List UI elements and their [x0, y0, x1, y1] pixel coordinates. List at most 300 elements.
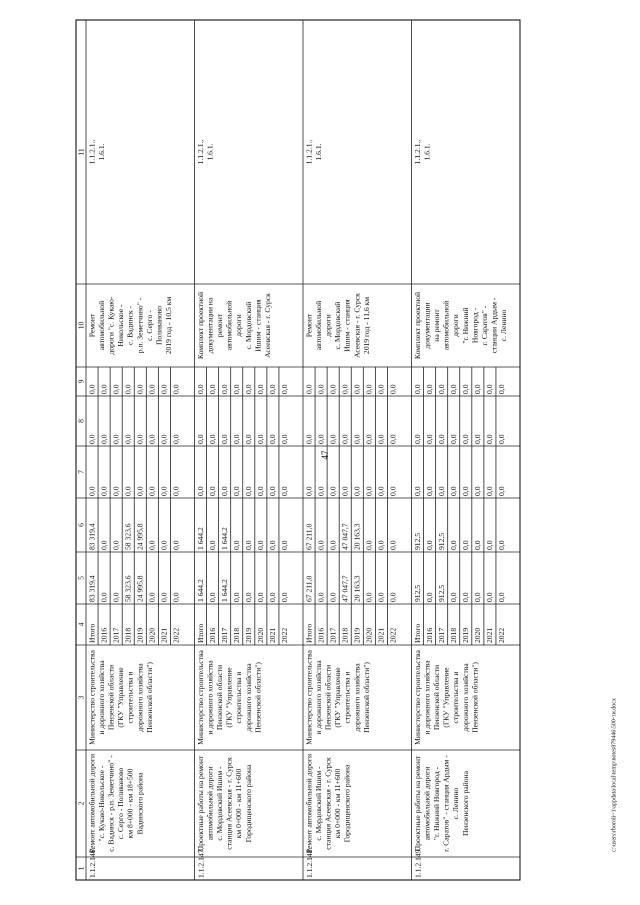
executor-line: (ГКУ "Управление — [333, 667, 343, 728]
value-cell: 0,0 — [171, 592, 181, 602]
year-label: Итого — [412, 623, 422, 643]
value-cell: 0,0 — [111, 540, 121, 550]
result-line: с. Мордовский — [333, 301, 343, 350]
value-cell: 0,0 — [364, 592, 374, 602]
value-cell: 0,0 — [328, 486, 338, 496]
event-name-line: Городищенского района — [243, 764, 253, 843]
value-cell: 0,0 — [256, 486, 266, 496]
row-number: 1.1.2.147. — [196, 847, 206, 878]
value-cell: 0,0 — [316, 486, 326, 496]
value-cell: 0,0 — [352, 384, 362, 394]
event-name-line: "г. Нижний Новгород - — [431, 766, 441, 841]
year-label: 2016 — [207, 627, 217, 643]
value-cell: 20 163,3 — [352, 523, 362, 550]
event-name-line: км 0+000 - км 11+600 — [333, 768, 343, 839]
value-cell: 0,0 — [171, 384, 181, 394]
result-line: с. Вадинск - — [125, 305, 135, 346]
result-line: документации — [422, 302, 432, 349]
value-cell: 0,0 — [340, 434, 350, 444]
result-line: с. Серго - — [144, 310, 154, 341]
value-cell: 0,0 — [219, 486, 229, 496]
value-cell: 0,0 — [376, 384, 386, 394]
year-label: Итого — [87, 623, 97, 643]
executor-line: Пензенской области — [106, 664, 116, 731]
indicator-line: 1.1.2.1., — [412, 139, 422, 165]
executor-line: Пензенской области") — [253, 662, 263, 733]
value-cell: 0,0 — [473, 540, 483, 550]
page-number: 47 — [320, 450, 331, 460]
value-cell: 0,0 — [195, 434, 205, 444]
value-cell: 0,0 — [99, 486, 109, 496]
year-label: 2022 — [171, 627, 181, 643]
result-line: Ишим - станция — [342, 299, 352, 352]
value-cell: 0,0 — [304, 384, 314, 394]
value-cell: 0,0 — [111, 434, 121, 444]
year-label: Итого — [195, 623, 205, 643]
value-cell: 0,0 — [256, 592, 266, 602]
value-cell: 24 995,8 — [135, 523, 145, 550]
value-cell: 0,0 — [497, 384, 507, 394]
value-cell: 0,0 — [244, 434, 254, 444]
indicator-line: 1.6.1. — [205, 143, 215, 161]
year-label: 2016 — [99, 627, 109, 643]
value-cell: 0,0 — [87, 486, 97, 496]
event-name-line: с. Ленино — [451, 787, 461, 820]
value-cell: 0,0 — [485, 434, 495, 444]
event-name-line: Вадинского района — [135, 772, 145, 835]
value-cell: 0,0 — [424, 592, 434, 602]
indicator-line: 1.1.2.1., — [87, 139, 97, 165]
value-cell: 0,0 — [461, 434, 471, 444]
value-cell: 47 047,7 — [340, 523, 350, 550]
year-label: 2017 — [328, 627, 338, 643]
result-line: дороги — [234, 314, 244, 337]
value-cell: 0,0 — [448, 384, 458, 394]
value-cell: 912,5 — [436, 584, 446, 602]
year-label: 2021 — [376, 627, 386, 643]
event-name-line: Ремонт автомобильной дороги — [87, 753, 97, 854]
value-cell: 0,0 — [280, 592, 290, 602]
value-cell: 0,0 — [436, 384, 446, 394]
value-cell: 0,0 — [123, 486, 133, 496]
value-cell: 0,0 — [461, 540, 471, 550]
executor-line: строительства и — [451, 671, 461, 724]
value-cell: 912,5 — [436, 532, 446, 550]
year-label: 2017 — [219, 627, 229, 643]
result-line: автомобильной — [313, 300, 323, 351]
value-cell: 0,0 — [99, 434, 109, 444]
value-cell: 0,0 — [171, 486, 181, 496]
value-cell: 0,0 — [171, 434, 181, 444]
result-line: Асеевская - г. Сурск — [262, 293, 272, 358]
executor-line: Пензенской области") — [144, 662, 154, 733]
value-cell: 0,0 — [111, 384, 121, 394]
result-line: Асеевская - г. Сурск — [352, 293, 362, 358]
executor-line: и дорожного хозяйства — [422, 660, 432, 735]
value-cell: 0,0 — [244, 384, 254, 394]
value-cell: 0,0 — [328, 592, 338, 602]
value-cell: 0,0 — [424, 384, 434, 394]
value-cell: 0,0 — [304, 486, 314, 496]
value-cell: 0,0 — [195, 384, 205, 394]
value-cell: 0,0 — [388, 540, 398, 550]
header-cell: 10 — [76, 321, 86, 330]
value-cell: 0,0 — [219, 384, 229, 394]
value-cell: 0,0 — [376, 486, 386, 496]
value-cell: 0,0 — [256, 540, 266, 550]
value-cell: 0,0 — [207, 592, 217, 602]
year-label: 2018 — [340, 627, 350, 643]
result-line: дороги — [323, 314, 333, 337]
year-label: 2020 — [256, 627, 266, 643]
value-cell: 0,0 — [316, 384, 326, 394]
header-cell: 7 — [76, 470, 86, 474]
value-cell: 0,0 — [99, 540, 109, 550]
value-cell: 0,0 — [231, 434, 241, 444]
value-cell: 0,0 — [448, 592, 458, 602]
year-label: 2019 — [244, 627, 254, 643]
result-line: станции Ардым - — [489, 297, 499, 354]
executor-line: Министерство строительства — [87, 650, 97, 745]
indicator-line: 1.1.2.1., — [195, 139, 205, 165]
year-label: 2018 — [448, 627, 458, 643]
value-cell: 0,0 — [412, 486, 422, 496]
value-cell: 0,0 — [461, 384, 471, 394]
result-line: р.п. Земетчино" - — [135, 297, 145, 354]
value-cell: 0,0 — [231, 540, 241, 550]
executor-line: дорожного хозяйства — [460, 663, 470, 732]
footer-file-path: c:\users\rboroli~1\appdata\local\temp\notes879446\500-ти.docx — [611, 698, 618, 852]
value-cell: 0,0 — [147, 540, 157, 550]
value-cell: 0,0 — [135, 384, 145, 394]
value-cell: 0,0 — [244, 592, 254, 602]
executor-line: (ГКУ "Управление — [116, 667, 126, 728]
value-cell: 0,0 — [280, 486, 290, 496]
value-cell: 0,0 — [99, 592, 109, 602]
header-cell: 11 — [76, 148, 86, 156]
value-cell: 0,0 — [473, 434, 483, 444]
value-cell: 0,0 — [316, 540, 326, 550]
year-label: 2022 — [497, 627, 507, 643]
event-name-line: автомобильной дороги — [205, 766, 215, 841]
year-label: 2019 — [461, 627, 471, 643]
executor-line: строительства и — [234, 671, 244, 724]
value-cell: 0,0 — [99, 384, 109, 394]
value-cell: 0,0 — [159, 540, 169, 550]
value-cell: 0,0 — [147, 592, 157, 602]
value-cell: 58 323,6 — [123, 523, 133, 550]
value-cell: 0,0 — [256, 384, 266, 394]
value-cell: 1 644,2 — [195, 579, 205, 602]
event-name-line: с. Серго - Поливаново — [116, 767, 126, 840]
event-name-line: Ремонт автомобильной дороги — [304, 753, 314, 854]
value-cell: 0,0 — [231, 486, 241, 496]
event-name-line: Проектные работы на ремонт — [195, 755, 205, 852]
event-name-line: с. Мордовский Ишим - — [313, 766, 323, 841]
value-cell: 0,0 — [412, 434, 422, 444]
event-name-line: с. Мордовский Ишим - — [214, 766, 224, 841]
event-name-line: Пензенского района — [460, 771, 470, 836]
value-cell: 0,0 — [147, 486, 157, 496]
value-cell: 0,0 — [352, 434, 362, 444]
value-cell: 1 644,2 — [219, 579, 229, 602]
executor-line: дорожного хозяйства — [135, 663, 145, 732]
event-name-line: Проектные работы на ремонт — [412, 755, 422, 852]
value-cell: 0,0 — [364, 384, 374, 394]
result-line: на ремонт — [431, 309, 441, 342]
indicator-line: 1.6.1. — [422, 143, 432, 161]
value-cell: 0,0 — [376, 434, 386, 444]
event-name-line: "с. Кукаю-Никольское - — [96, 765, 106, 842]
value-cell: 912,5 — [412, 532, 422, 550]
year-label: 2017 — [111, 627, 121, 643]
value-cell: 0,0 — [280, 384, 290, 394]
executor-line: Министерство строительства — [412, 650, 422, 745]
executor-line: Пензенской области") — [470, 662, 480, 733]
value-cell: 47 047,7 — [340, 575, 350, 602]
value-cell: 0,0 — [147, 434, 157, 444]
value-cell: 0,0 — [135, 486, 145, 496]
event-name-line: г. Саратов" - станция Ардым - — [441, 755, 451, 852]
value-cell: 0,0 — [376, 540, 386, 550]
value-cell: 0,0 — [364, 434, 374, 444]
value-cell: 0,0 — [473, 486, 483, 496]
value-cell: 0,0 — [219, 434, 229, 444]
value-cell: 0,0 — [159, 486, 169, 496]
result-line: с. Ленино — [499, 309, 509, 342]
executor-line: строительства и — [125, 671, 135, 724]
value-cell: 0,0 — [388, 384, 398, 394]
header-cell: 8 — [76, 419, 86, 423]
value-cell: 0,0 — [207, 434, 217, 444]
executor-line: (ГКУ "Управление — [441, 667, 451, 728]
value-cell: 0,0 — [388, 592, 398, 602]
value-cell: 0,0 — [231, 384, 241, 394]
year-label: 2018 — [231, 627, 241, 643]
value-cell: 0,0 — [340, 486, 350, 496]
executor-line: дорожного хозяйства — [243, 663, 253, 732]
value-cell: 0,0 — [364, 486, 374, 496]
result-line: Никольское - — [116, 304, 126, 347]
year-label: 2016 — [424, 627, 434, 643]
row-number: 1.1.2.148. — [304, 847, 314, 878]
result-line: документации на — [205, 297, 215, 354]
value-cell: 0,0 — [461, 592, 471, 602]
value-cell: 0,0 — [123, 434, 133, 444]
header-cell: 5 — [76, 576, 86, 580]
value-cell: 0,0 — [485, 592, 495, 602]
value-cell: 0,0 — [364, 540, 374, 550]
event-name-line: автомобильной дороги — [422, 766, 432, 841]
result-line: Ремонт — [304, 313, 314, 338]
value-cell: 0,0 — [485, 384, 495, 394]
value-cell: 0,0 — [412, 384, 422, 394]
value-cell: 0,0 — [497, 486, 507, 496]
result-line: ремонт — [214, 313, 224, 338]
result-line: дороги — [451, 314, 461, 337]
result-line: автомобильной — [224, 300, 234, 351]
value-cell: 0,0 — [244, 540, 254, 550]
value-cell: 0,0 — [448, 434, 458, 444]
result-line: дороги "с. Кукаю- — [106, 296, 116, 355]
value-cell: 0,0 — [424, 434, 434, 444]
header-cell: 4 — [76, 622, 86, 627]
executor-line: и дорожного хозяйства — [205, 660, 215, 735]
value-cell: 0,0 — [473, 384, 483, 394]
result-line: 2019 год - 10,5 км — [164, 296, 174, 355]
executor-line: строительства и — [342, 671, 352, 724]
value-cell: 0,0 — [436, 434, 446, 444]
value-cell: 83 319,4 — [87, 575, 97, 602]
event-name-line: с. Вадинск - р.п. Земетчино" - — [106, 755, 116, 852]
value-cell: 0,0 — [268, 592, 278, 602]
value-cell: 0,0 — [328, 384, 338, 394]
header-cell: 3 — [76, 695, 86, 700]
value-cell: 0,0 — [159, 434, 169, 444]
year-label: 2020 — [364, 627, 374, 643]
value-cell: 0,0 — [135, 434, 145, 444]
result-line: Ремонт — [87, 313, 97, 338]
value-cell: 0,0 — [424, 540, 434, 550]
executor-line: Пензенской области — [323, 664, 333, 731]
value-cell: 0,0 — [87, 434, 97, 444]
value-cell: 0,0 — [268, 486, 278, 496]
result-line: Комплект проектной — [195, 291, 205, 360]
result-line: Комплект проектной — [412, 291, 422, 360]
result-line: автомобильной — [441, 300, 451, 351]
value-cell: 0,0 — [231, 592, 241, 602]
executor-line: Министерство строительства — [304, 650, 314, 745]
value-cell: 0,0 — [207, 384, 217, 394]
value-cell: 0,0 — [159, 592, 169, 602]
value-cell: 1 644,2 — [195, 527, 205, 550]
result-line: "г. Нижний — [460, 307, 470, 344]
value-cell: 0,0 — [159, 384, 169, 394]
value-cell: 0,0 — [268, 540, 278, 550]
value-cell: 0,0 — [497, 434, 507, 444]
value-cell: 0,0 — [147, 384, 157, 394]
value-cell: 0,0 — [87, 384, 97, 394]
value-cell: 0,0 — [497, 592, 507, 602]
value-cell: 0,0 — [388, 486, 398, 496]
year-label: 2022 — [388, 627, 398, 643]
year-label: 2016 — [316, 627, 326, 643]
row-number: 1.1.2.146. — [87, 847, 97, 878]
result-line: автомобильной — [96, 300, 106, 351]
executor-line: и дорожного хозяйства — [96, 660, 106, 735]
year-label: Итого — [304, 623, 314, 643]
result-line: Новгород - — [470, 307, 480, 344]
year-label: 2018 — [123, 627, 133, 643]
header-cell: 6 — [76, 523, 86, 527]
value-cell: 0,0 — [207, 486, 217, 496]
year-label: 2021 — [485, 627, 495, 643]
event-name-line: км 0+000 - км 11+600 — [234, 768, 244, 839]
header-cell: 1 — [76, 866, 86, 871]
event-name-line: Городищенского района — [342, 764, 352, 843]
value-cell: 0,0 — [111, 486, 121, 496]
value-cell: 0,0 — [473, 592, 483, 602]
indicator-line: 1.1.2.1., — [304, 139, 314, 165]
value-cell: 67 211,0 — [304, 575, 314, 602]
value-cell: 0,0 — [340, 384, 350, 394]
value-cell: 0,0 — [304, 434, 314, 444]
value-cell: 0,0 — [485, 540, 495, 550]
header-cell: 9 — [76, 379, 86, 384]
value-cell: 0,0 — [123, 384, 133, 394]
result-line: Ишим - станция — [253, 299, 263, 352]
value-cell: 0,0 — [280, 434, 290, 444]
value-cell: 0,0 — [448, 540, 458, 550]
value-cell: 24 995,8 — [135, 575, 145, 602]
executor-line: Министерство строительства — [195, 650, 205, 745]
year-label: 2020 — [147, 627, 157, 643]
value-cell: 58 323,6 — [123, 575, 133, 602]
year-label: 2022 — [280, 627, 290, 643]
executor-line: (ГКУ "Управление — [224, 667, 234, 728]
header-cell: 2 — [76, 801, 86, 806]
result-line: с. Мордовский — [243, 301, 253, 350]
executor-line: Пензенской области") — [361, 662, 371, 733]
event-name-line: км 8+000 - км 18+500 — [125, 768, 135, 839]
executor-line: дорожного хозяйства — [352, 663, 362, 732]
row-number: 1.1.2.149. — [413, 847, 423, 878]
value-cell: 0,0 — [328, 540, 338, 550]
value-cell: 0,0 — [424, 486, 434, 496]
value-cell: 0,0 — [280, 540, 290, 550]
value-cell: 0,0 — [328, 434, 338, 444]
value-cell: 0,0 — [111, 592, 121, 602]
indicator-line: 1.6.1. — [313, 143, 323, 161]
value-cell: 0,0 — [448, 486, 458, 496]
value-cell: 67 211,0 — [304, 523, 314, 550]
table-frame — [76, 20, 520, 880]
value-cell: 1 644,2 — [219, 527, 229, 550]
year-label: 2020 — [473, 627, 483, 643]
indicator-line: 1.6.1. — [96, 143, 106, 161]
year-label: 2019 — [352, 627, 362, 643]
executor-line: и дорожного хозяйства — [313, 660, 323, 735]
value-cell: 0,0 — [461, 486, 471, 496]
value-cell: 912,5 — [412, 584, 422, 602]
value-cell: 0,0 — [256, 434, 266, 444]
year-label: 2021 — [268, 627, 278, 643]
value-cell: 83 319,4 — [87, 523, 97, 550]
event-name-line: станция Асеевская - г. Сурск — [224, 757, 234, 850]
year-label: 2021 — [159, 627, 169, 643]
result-line: Поливаново — [154, 305, 164, 346]
value-cell: 0,0 — [195, 486, 205, 496]
result-line: 2019 год - 11,6 км — [361, 296, 371, 355]
value-cell: 0,0 — [352, 486, 362, 496]
value-cell: 0,0 — [485, 486, 495, 496]
value-cell: 0,0 — [376, 592, 386, 602]
value-cell: 0,0 — [436, 486, 446, 496]
value-cell: 0,0 — [268, 434, 278, 444]
event-name-line: станция Асеевская - г. Сурск — [323, 757, 333, 850]
year-label: 2017 — [436, 627, 446, 643]
year-label: 2019 — [135, 627, 145, 643]
value-cell: 0,0 — [497, 540, 507, 550]
value-cell: 0,0 — [388, 434, 398, 444]
value-cell: 0,0 — [244, 486, 254, 496]
value-cell: 0,0 — [316, 592, 326, 602]
executor-line: Пензенской области — [431, 664, 441, 731]
value-cell: 0,0 — [207, 540, 217, 550]
value-cell: 20 163,3 — [352, 575, 362, 602]
value-cell: 0,0 — [316, 434, 326, 444]
program-table — [76, 20, 520, 880]
